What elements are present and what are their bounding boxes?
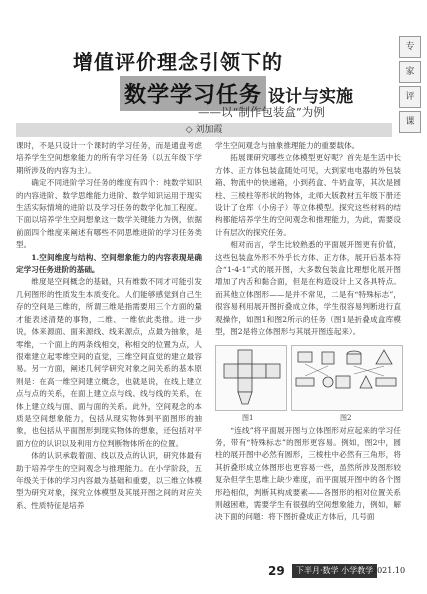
paragraph: 体的认识承载着面、线以及点的认识，研究体最有助于培养学生的空间观念与推理能力。在小学阶段，五年级关于体的学习内容最为基础和重要，以三维立体模型为研究对象，探究立体模型及其展开图之间的对应关系、性质特征是培养 [16, 451, 202, 510]
paragraph: 拓展课研究哪些立体模型更好呢？首先是生活中长方体、正方体包装盒随处可见，大到家电电器的外包装箱、物流中的快递箱，小到药盒、牛奶盒等，其次是圆柱、三棱柱等形状的物体，北师大版教材五年级下册还设计了仓库（小房子）等立体模型。探究这些材料的结构都能培养学生的空间观念和推理能力，为此，需要设计有层次的探究任务。 [215, 153, 401, 237]
page-footer [0, 562, 427, 582]
right-column [215, 140, 401, 524]
figure-1 [215, 345, 287, 422]
paragraph: 相对而言，学生比较熟悉的平面展开图更有价值，这些包装盒外形不外乎长方体、正方体，展开后基本符合“1-4-1”式的展开图，大多数包装盒比理想化展开图增加了内舌和黏合面，但是在构造设计上又各具特点。而其他立体图形——是并不常见，二是有“特殊标志”，很容易利用展开图折叠成立体，学生很容易判断进行直观操作，如图1和图2所示的任务（图1是折叠成盒库模型，图2是将立体图形与其展开图连起来）。 [215, 240, 401, 337]
column-tab-3: 评 [399, 86, 421, 108]
left-column [16, 140, 202, 512]
column-tab-2: 家 [399, 61, 421, 83]
column-tab-4: 课 [399, 111, 421, 133]
column-tabs [399, 36, 421, 136]
paragraph: 确定不同进阶学习任务的维度有四个：纯数学知识的内容进阶、数学思维能力进阶、数学知识运用于现实生活实际情境的进阶以及学习任务的数学化加工程度。下面以培养学生空间想象这一数学关键能力为例，依据前面四个维度来阐述有哪些不同思维进阶的学习任务类型。 [16, 178, 202, 250]
figure-2 [291, 345, 403, 422]
author-name: ◇ 刘加霞 [185, 125, 223, 135]
page-number: 29 [268, 564, 285, 578]
figures-row [215, 345, 401, 423]
figure-2-solids-diagram [292, 346, 402, 410]
paragraph: 课时，不是只设计一个课时的学习任务，而是通盘考虑培养学生空间想象能力的所有学习任务（以五年级下学期所涉及的内容为主）。 [16, 141, 202, 175]
author-bar [16, 123, 392, 137]
journal-name: 下半月·数学 小学教学 [292, 564, 377, 578]
figure-1-caption: 图1 [242, 413, 254, 422]
section-heading: 1.空间维度与结构、空间想象能力的内容表现是确定学习任务进阶的基础。 [16, 252, 202, 275]
paragraph: 维度是空间概念的基础，只有维数不同才可能引发几何图形的性质发生本质变化。人们能够感觉到自己生存的空间是三维的，所谓三维是指需要用三个方面的量才能表述清楚的事物，二维、一维依此类推。进一步说，体来源面、面来源线、线来源点，点最为抽象，是零维，一个面上的两条线相交，称相交的位置为点，人很难建立起零维空间的直觉，三维空间直觉的建立最容易。另一方面，阐述几何学研究对象之间关系的基本原则是：在高一维空间建立概念，也就是说，在线上建立点与点的关系，在面上建立点与线、线与线的关系，在体上建立线与面、面与面的关系。此外，空间观念的本质是空间想象能力，包括从现实物体到平面图形的抽象，也包括从平面图形到现实物体的想象，还包括对平面方位的认识以及利用方位判断物体所在的位置。 [16, 277, 202, 448]
title-highlight: 数学学习任务 [120, 76, 266, 111]
issue-date: 2021.10 [372, 566, 406, 575]
figure-2-caption: 图2 [340, 413, 352, 422]
article-subtitle: ——以“制作包装盒”为例 [198, 105, 325, 119]
title-rest: 设计与实施 [268, 87, 354, 107]
paragraph: 学生空间观念与抽象推理能力的重要载体。 [215, 141, 360, 150]
column-tab-1: 专 [399, 36, 421, 58]
figure-1-net-diagram [216, 346, 286, 410]
paragraph: “连线”将平面展开图与立体图形对应起来的学习任务，带有“特殊标志”的图形更容易。例如，图2中，圆柱的展开图中必然有圆形，三棱柱中必然有三角形，将其折叠形成立体图形也更容易一些，虽然所涉及图形较复杂但学生思维上缺少难度，而平面展开图中的各个图形趋相似，判断其构成要素——各图形的相对位置关系则越困难，需要学生有很强的空间想象能力，例如，解决下面的问题：将下图折叠成正方体后，几号面 [215, 425, 401, 522]
article-title-line1: 增值评价理念引领下的 [73, 50, 283, 74]
